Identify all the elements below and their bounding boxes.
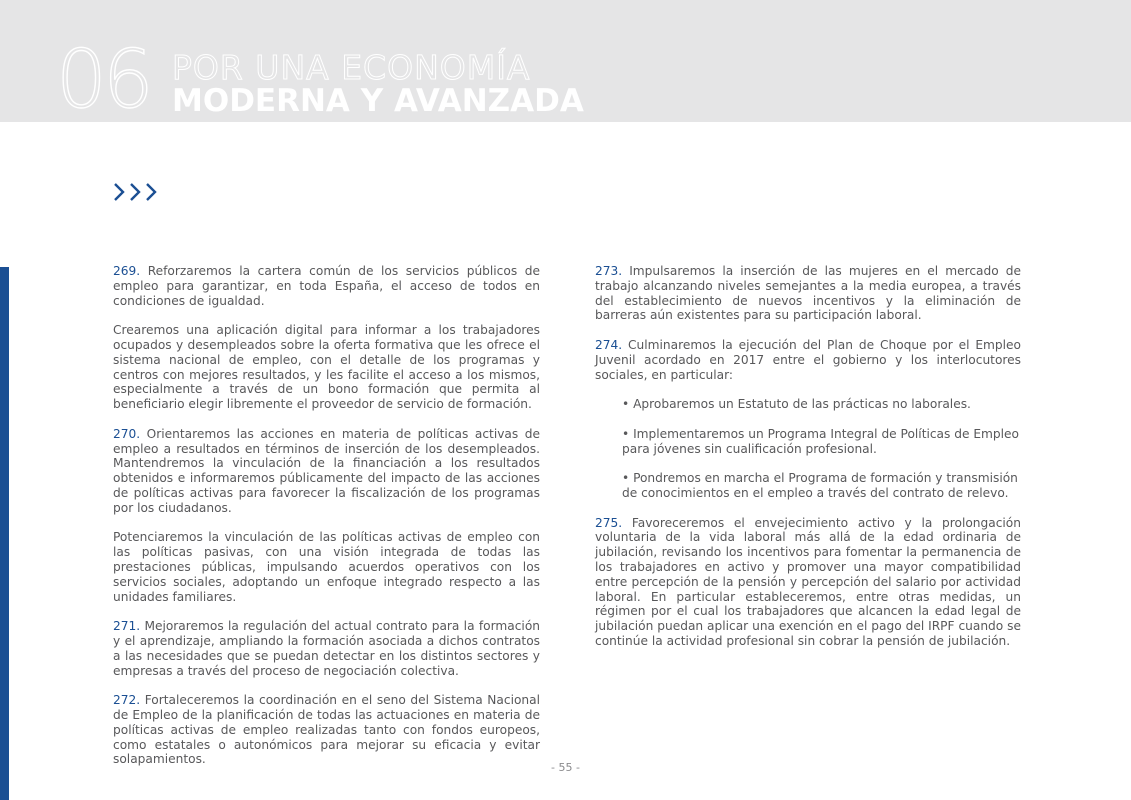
paragraph-text: Favoreceremos el envejecimiento activo y la prolongación voluntaria de la vida laboral más allá de la edad ordinaria de jubilación, revisando los incentivos para fomentar la permanencia de los trabajadores en activo y promover una mayor compatibilidad entre percepción de la pensión y percepción del salario por actividad laboral. En particular estableceremos, entre otras medidas, un régimen por el cual los trabajadores que alcancen la edad legal de jubilación puedan aplicar una exención en el pago del IRPF cuando se continúe la actividad profesional sin cobrar la pensión de jubilación. — [595, 515, 1021, 648]
paragraph-272 — [113, 693, 540, 767]
triple-chevron-right-icon — [113, 181, 163, 203]
paragraph-269 — [113, 264, 540, 308]
item-number: 272. — [113, 693, 141, 708]
item-number: 274. — [595, 337, 623, 352]
paragraph-275 — [595, 516, 1021, 649]
paragraph-text: Mejoraremos la regulación del actual contrato para la formación y el aprendizaje, ampliando la formación asociada a dichos contratos a las necesidades que se puedan detectar en los distintos sectores y empresas a través del proceso de negociación colectiva. — [113, 619, 540, 678]
chapter-title-line2: MODERNA Y AVANZADA — [172, 83, 584, 119]
paragraph-271 — [113, 619, 540, 678]
bullet-item: • Implementaremos un Programa Integral de Políticas de Empleo para jóvenes sin cualificación profesional. — [622, 426, 1020, 456]
bullet-item: • Aprobaremos un Estatuto de las prácticas no laborales. — [622, 397, 971, 412]
bullet-item: • Pondremos en marcha el Programa de formación y transmisión de conocimientos en el empleo a través del contrato de relevo. — [622, 471, 1018, 500]
paragraph-270-continued — [113, 530, 540, 604]
item-number: 270. — [113, 426, 141, 441]
left-text-column — [113, 264, 540, 782]
chapter-number: 06 — [56, 33, 150, 126]
paragraph-text: Impulsaremos la inserción de las mujeres en el mercado de trabajo alcanzando niveles semejantes a la media europea, a través del establecimiento de nuevos incentivos y la eliminación de barreras aún existentes para su participación laboral. — [595, 264, 1021, 323]
paragraph-270 — [113, 427, 540, 516]
left-accent-bar — [0, 267, 9, 800]
paragraph-text: Fortaleceremos la coordinación en el seno del Sistema Nacional de Empleo de la planificación de todas las actuaciones en materia de políticas activas de empleo realizadas tanto con fondos europeos, como estatales o autonómicos para mejorar su eficacia y evitar solapamientos. — [113, 693, 540, 767]
paragraph-274 — [595, 338, 1021, 382]
paragraph-text: Reforzaremos la cartera común de los servicios públicos de empleo para garantizar, en toda España, el acceso de todos en condiciones de igualdad. — [113, 264, 540, 308]
paragraph-273 — [595, 264, 1021, 323]
chapter-title-line1: POR UNA ECONOMÍA — [172, 48, 531, 87]
item-number: 275. — [595, 515, 623, 530]
paragraph-text: Orientaremos las acciones en materia de políticas activas de empleo a resultados en términos de inserción de los desempleados. Mantendremos la vinculación de la financiación a los resultados obtenidos e informaremos públicamente del impacto de las acciones de políticas activas para favorecer la fiscalización de los programas por los ciudadanos. — [113, 426, 540, 515]
item-number: 273. — [595, 264, 623, 278]
item-number: 269. — [113, 264, 141, 278]
chapter-header-band — [0, 0, 1131, 126]
paragraph-269-continued — [113, 323, 540, 412]
paragraph-text: Potenciaremos la vinculación de las políticas activas de empleo con las políticas pasivas, con una visión integrada de todas las prestaciones públicas, impulsando acuerdos operativos con los servicios sociales, adoptando un enfoque integrado respecto a las unidades familiares. — [113, 530, 540, 604]
page-number: - 55 - — [551, 761, 580, 774]
right-text-column — [595, 264, 1021, 664]
item-number: 271. — [113, 619, 141, 634]
paragraph-text: Culminaremos la ejecución del Plan de Choque por el Empleo Juvenil acordado en 2017 entre el gobierno y los interlocutores sociales, en particular: — [595, 337, 1021, 382]
paragraph-text: Crearemos una aplicación digital para informar a los trabajadores ocupados y desempleados sobre la oferta formativa que les ofrece el sistema nacional de empleo, con el detalle de los programas y centros con mejores resultados, y les facilite el acceso a los mismos, especialmente a través de un bono formación que permita al beneficiario elegir libremente el proveedor de servicio de formación. — [113, 323, 540, 412]
